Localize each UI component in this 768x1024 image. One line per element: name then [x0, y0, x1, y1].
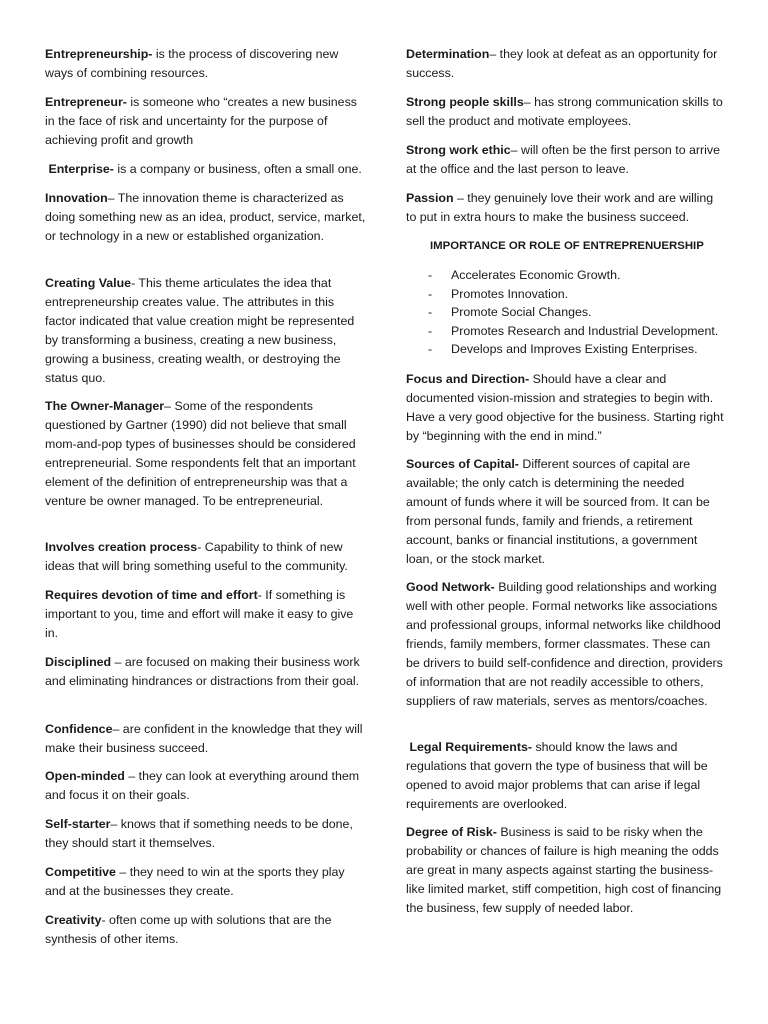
- list-item-text: Promotes Research and Industrial Development.: [451, 323, 719, 338]
- definition-text: Business is said to be risky when the probability or chances of failure is high meaning the odds are great in many aspects against starting the business-like limited market, stiff competition, high cost of financing the business, few supply of needed labor.: [406, 825, 722, 915]
- definition-text: - often come up with solutions that are the synthesis of other items.: [45, 913, 332, 946]
- definition-entrepreneurship: [45, 45, 367, 83]
- term: Passion: [406, 191, 454, 205]
- term: Competitive: [45, 865, 116, 879]
- trait-self-starter: [45, 815, 367, 853]
- term: Legal Requirements-: [406, 740, 533, 754]
- list-item: [406, 322, 724, 341]
- definition-text: Should have a clear and documented vision-mission and strategies to begin with. Have a very good objective for the business. Starting right by “beginning with the end in mind.”: [406, 372, 724, 443]
- factor-focus-direction: [406, 370, 724, 446]
- list-item: [406, 340, 724, 359]
- term: Confidence: [45, 722, 113, 736]
- bullet-dash: -: [428, 323, 433, 338]
- term: Creating Value: [45, 276, 132, 290]
- definition-text: – Some of the respondents questioned by Gartner (1990) did not believe that small mom-and-pop types of businesses should be considered entrepreneurial. Some respondents felt that an important element of the definition of entrepreneurship was that a venture be owner managed. To be entrepreneurial.: [45, 399, 356, 508]
- trait-competitive: [45, 863, 367, 901]
- trait-confidence: [45, 720, 367, 758]
- factor-good-network: [406, 578, 724, 711]
- definition-entrepreneur: [45, 93, 367, 150]
- trait-disciplined: [45, 653, 367, 691]
- section-heading-importance: IMPORTANCE OR ROLE OF ENTREPRENUERSHIP: [430, 240, 704, 252]
- list-item-text: Develops and Improves Existing Enterprises.: [451, 342, 698, 357]
- term: Innovation: [45, 191, 108, 205]
- definition-enterprise: [45, 160, 367, 179]
- factor-legal-requirements: [406, 738, 724, 814]
- theme-owner-manager: [45, 397, 367, 511]
- list-item: [406, 285, 724, 304]
- definition-text: - If something is important to you, time and effort will make it easy to give in.: [45, 588, 354, 640]
- term: Disciplined: [45, 655, 112, 669]
- bullet-dash: -: [428, 268, 433, 282]
- importance-list: [406, 266, 724, 359]
- term: Entrepreneur-: [45, 95, 127, 109]
- term: Sources of Capital-: [406, 457, 519, 471]
- definition-text: is someone who “creates a new business in the face of risk and uncertainty for the purpose of achieving profit and growth: [45, 95, 357, 147]
- term: Enterprise-: [45, 162, 114, 176]
- list-item-text: Promote Social Changes.: [451, 305, 592, 320]
- theme-creating-value: [45, 274, 367, 388]
- theme-innovation: [45, 189, 367, 246]
- term: The Owner-Manager: [45, 399, 165, 413]
- trait-creativity: [45, 911, 367, 949]
- factor-sources-of-capital: [406, 455, 724, 569]
- trait-passion: [406, 189, 724, 227]
- term: Open-minded: [45, 769, 125, 783]
- term: Strong work ethic: [406, 143, 511, 157]
- term: Entrepreneurship-: [45, 47, 153, 61]
- term: Self-starter: [45, 817, 111, 831]
- term: Requires devotion of time and effort: [45, 588, 258, 602]
- term: Determination: [406, 47, 490, 61]
- definition-text: – are confident in the knowledge that they will make their business succeed.: [45, 722, 363, 755]
- term: Focus and Direction-: [406, 372, 530, 386]
- trait-open-minded: [45, 767, 367, 805]
- definition-text: Different sources of capital are available; the only catch is determining the needed amount of funds where it will be sourced from. It can be from personal funds, family and friends, a retirement account, banks or financial institutions, a government loan, or the stock market.: [406, 457, 710, 566]
- definition-text: – will often be the first person to arrive at the office and the last person to leave.: [406, 143, 721, 176]
- bullet-dash: -: [428, 286, 433, 301]
- definition-text: should know the laws and regulations that govern the type of business that will be opened to avoid major problems that can arise if legal requirements are overlooked.: [406, 740, 712, 811]
- definition-text: – are focused on making their business work and eliminating hindrances or distractions from their goal.: [45, 655, 360, 688]
- definition-text: - This theme articulates the idea that entrepreneurship creates value. The attributes in this factor indicated that value creation might be represented by transforming a business, creating a new business, growing a business, creating wealth, or destroying the status quo.: [45, 276, 355, 385]
- definition-text: – they genuinely love their work and are willing to put in extra hours to make the business succeed.: [406, 191, 714, 224]
- term: Degree of Risk-: [406, 825, 497, 839]
- list-item: [406, 303, 724, 322]
- definition-text: - Capability to think of new ideas that will bring something useful to the community.: [45, 540, 348, 573]
- term: Creativity: [45, 913, 102, 927]
- term: Good Network-: [406, 580, 495, 594]
- list-item: [406, 266, 724, 285]
- definition-text: – they can look at everything around them and focus it on their goals.: [45, 769, 360, 802]
- definition-text: is a company or business, often a small one.: [113, 162, 362, 176]
- term: Involves creation process: [45, 540, 198, 554]
- list-item-text: Promotes Innovation.: [451, 286, 569, 301]
- trait-work-ethic: [406, 141, 724, 179]
- trait-people-skills: [406, 93, 724, 131]
- definition-text: – they need to win at the sports they play and at the businesses they create.: [45, 865, 345, 898]
- factor-degree-of-risk: [406, 823, 724, 918]
- definition-text: – knows that if something needs to be done, they should start it themselves.: [45, 817, 353, 850]
- definition-text: – they look at defeat as an opportunity for success.: [406, 47, 718, 80]
- trait-creation-process: [45, 538, 367, 576]
- definition-text: Building good relationships and working well with other people. Formal networks like associations and professional groups, informal networks like childhood friends, family members, former classmates. These can be drivers to build self-confidence and direction, providers of information that are not readily accessible to others, suppliers of raw materials, serves as mentors/coaches.: [406, 580, 723, 708]
- definition-text: – has strong communication skills to sell the product and motivate employees.: [406, 95, 723, 128]
- bullet-dash: -: [428, 342, 433, 357]
- bullet-dash: -: [428, 305, 433, 320]
- trait-determination: [406, 45, 724, 83]
- list-item-text: Accelerates Economic Growth.: [451, 268, 621, 282]
- definition-text: – The innovation theme is characterized as doing something new as an idea, product, service, market, or technology in a new or established organization.: [45, 191, 366, 243]
- term: Strong people skills: [406, 95, 524, 109]
- trait-devotion: [45, 586, 367, 643]
- definition-text: is the process of discovering new ways of combining resources.: [45, 47, 339, 80]
